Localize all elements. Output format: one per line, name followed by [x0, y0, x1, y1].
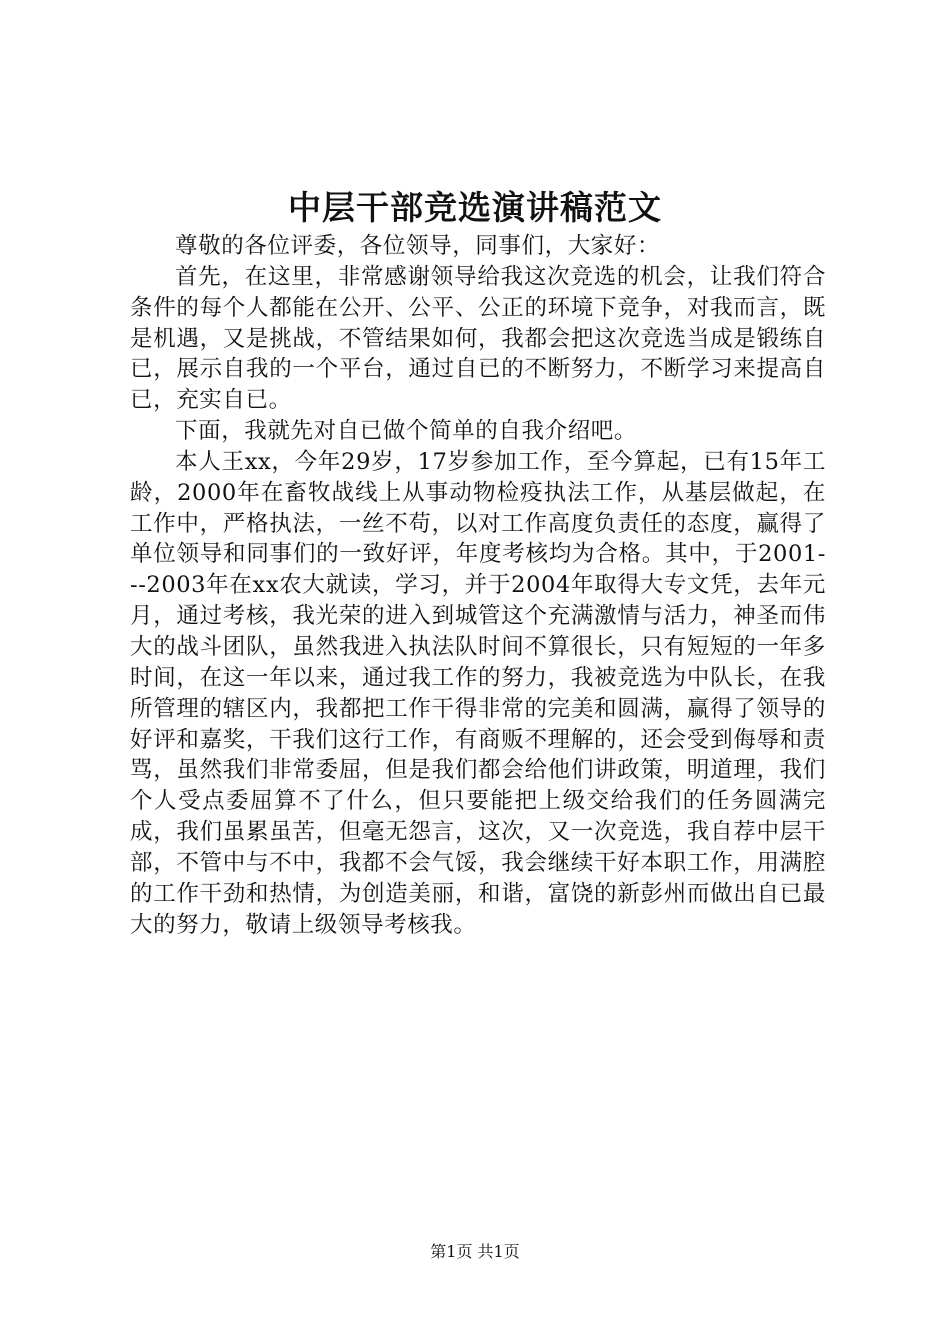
body-paragraph: 本人王xx，今年29岁，17岁参加工作，至今算起，已有15年工龄，2000年在畜牧战线上从事动物检疫执法工作，从基层做起，在工作中，严格执法，一丝不苟，以对工作高度负责任的态度，赢得了单位领导和同事们的一致好评，年度考核均为合格。其中，于2001---2003年在xx农大就读，学习，并于2004年取得大专文凭，去年元月，通过考核，我光荣的进入到城管这个充满激情与活力，神圣而伟大的战斗团队，虽然我进入执法队时间不算很长，只有短短的一年多时间，在这一年以来，通过我工作的努力，我被竞选为中队长，在我所管理的辖区内，我都把工作干得非常的完美和圆满，赢得了领导的好评和嘉奖，干我们这行工作，有商贩不理解的，还会受到侮辱和责骂，虽然我们非常委屈，但是我们都会给他们讲政策，明道理，我们个人受点委屈算不了什么，但只要能把上级交给我们的任务圆满完成，我们虽累虽苦，但毫无怨言，这次，又一次竞选，我自荐中层干部，不管中与不中，我都不会气馁，我会继续干好本职工作，用满腔的工作干劲和热情，为创造美丽，和谐，富饶的新彭州而做出自已最大的努力，敬请上级领导考核我。 [130, 448, 826, 938]
page-footer: 第1页 共1页 [430, 1242, 520, 1261]
document-title: 中层干部竞选演讲稿范文 [288, 188, 662, 227]
document-body [130, 231, 826, 940]
body-paragraph: 首先，在这里，非常感谢领导给我这次竞选的机会，让我们符合条件的每个人都能在公开、公平、公正的环境下竞争，对我而言，既是机遇，又是挑战，不管结果如何，我都会把这次竞选当成是锻练自已，展示自我的一个平台，通过自已的不断努力，不断学习来提高自已，充实自已。 [130, 263, 826, 414]
greeting-paragraph: 尊敬的各位评委，各位领导，同事们，大家好： [175, 233, 661, 259]
body-paragraph: 下面，我就先对自已做个简单的自我介绍吧。 [175, 418, 638, 445]
